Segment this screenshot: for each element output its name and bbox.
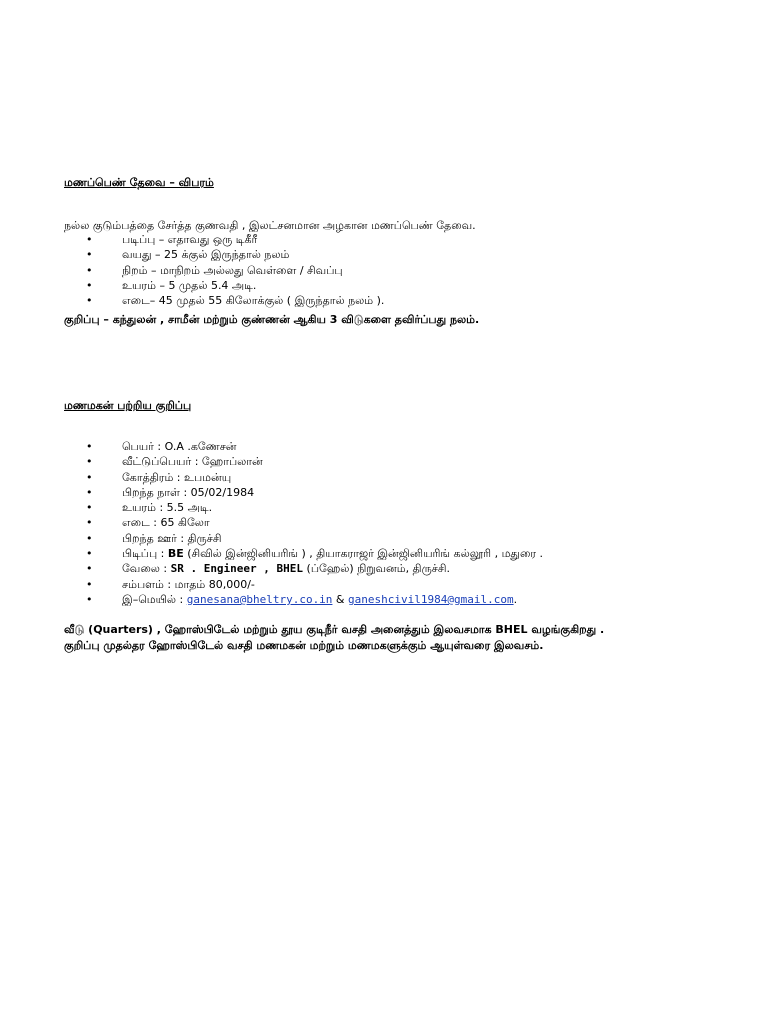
list-item: • வீட்டுப்பெயர் : ஹோப்லான் <box>86 455 263 469</box>
bullet-icon: • <box>86 294 93 308</box>
bride-requirements-list <box>0 232 384 308</box>
list-item: • படிப்பு – எதாவது ஒரு டிகீரீ <box>86 233 258 246</box>
list-item: • எடை– 45 முதல் 55 கிலோக்குல் ( இருந்தால் நலம் ). <box>86 294 385 308</box>
bride-wanted-heading: மணப்பெண் தேவை – விபரம் <box>64 176 214 189</box>
list-item: • வயது – 25 க்குல் இருந்தால் நலம் <box>86 248 290 262</box>
job-item: • வேலை : SR . Engineer , BHEL (ப்ஹேல்) நிறுவனம், திருச்சி. <box>86 562 450 576</box>
quarters-footer-text: வீடு (Quarters) , ஹோஸ்பிடேல் மற்றும் தூய குடிநீர் வசதி அனைத்தும் இலவசமாக BHEL வழங்குகிறது . <box>64 623 605 636</box>
email-link-1[interactable]: ganesana@bheltry.co.in <box>186 592 333 606</box>
list-item: • எடை : 65 கிலோ <box>86 516 210 530</box>
list-item: • பெயர் : O.A .கணேசன் <box>86 440 237 453</box>
bullet-icon: • <box>86 440 93 453</box>
bullet-icon: • <box>86 233 93 246</box>
email-link-2[interactable]: ganeshcivil1984@gmail.com <box>348 592 514 606</box>
list-item: • நிறம் – மாநிறம் அல்லது வெள்ளை / சிவப்பு <box>86 263 343 277</box>
degree-text: BE <box>167 547 184 561</box>
list-item: • கோத்திரம் : உபமன்யு <box>86 470 232 484</box>
bullet-icon: • <box>86 547 93 561</box>
email-item: • இ–மெயில் : ganesana@bheltry.co.in & ganeshcivil1984@gmail.com. <box>86 592 518 606</box>
bullet-icon: • <box>86 278 93 292</box>
bullet-icon: • <box>86 485 93 499</box>
bullet-icon: • <box>86 531 93 545</box>
bride-note-text: குறிப்பு – கந்துலன் , சாமீன் மற்றும் குண்ணன் ஆகிய 3 விடுகளை தவிர்ப்பது நலம். <box>64 313 480 326</box>
list-item: • உயரம் : 5.5 அடி. <box>86 501 213 515</box>
list-item: • பிறந்த ஊர் : திருச்சி <box>86 531 222 545</box>
job-title-text: SR . Engineer , BHEL <box>170 562 304 576</box>
bullet-icon: • <box>86 248 93 262</box>
education-item: • பிடிப்பு : BE (சிவில் இன்ஜினியரிங் ) , தியாகராஜர் இன்ஜினியரிங் கல்லூரி , மதுரை . <box>86 547 544 561</box>
list-item: • பிறந்த நாள் : 05/02/1984 <box>86 485 255 499</box>
bullet-icon: • <box>86 470 93 484</box>
bullet-icon: • <box>86 577 93 591</box>
hospital-footer-text: குறிப்பு முதல்தர ஹோஸ்பிடேல் வசதி மணமகன் மற்றும் மணமகளுக்கும் ஆயுள்வரை இலவசம். <box>64 639 544 652</box>
salary-item: • சம்பளம் : மாதம் 80,000/- <box>86 577 255 591</box>
groom-details-list <box>0 439 543 607</box>
bullet-icon: • <box>86 562 93 576</box>
list-item: • உயரம் – 5 முதல் 5.4 அடி. <box>86 278 257 292</box>
bullet-icon: • <box>86 455 93 469</box>
bullet-icon: • <box>86 263 93 277</box>
bullet-icon: • <box>86 501 93 515</box>
bullet-icon: • <box>86 592 93 606</box>
groom-info-heading: மணமகன் பற்றிய குறிப்பு <box>64 399 192 412</box>
bullet-icon: • <box>86 516 93 530</box>
bride-intro-text: நல்ல குடும்பத்தை சேர்த்த குணவதி , இலட்சனமான அழகான மணப்பெண் தேவை. <box>64 219 476 232</box>
